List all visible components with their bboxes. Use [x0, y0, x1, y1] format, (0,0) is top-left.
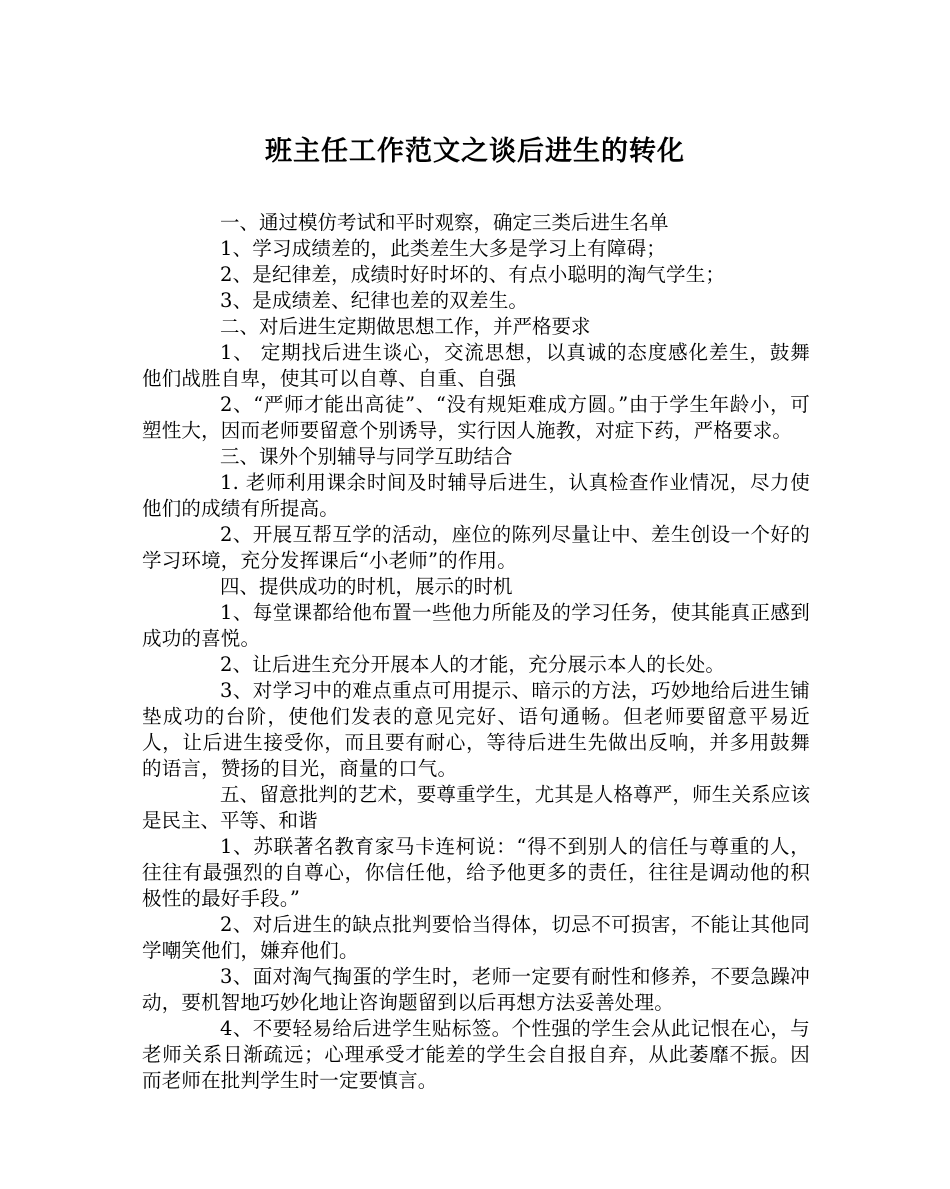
- paragraph-5-4: 4、不要轻易给后进学生贴标签。个性强的学生会从此记恨在心，与老师关系日渐疏远；心理承受才能差的学生会自报自弃，从此萎靡不振。因而老师在批判学生时一定要慎言。: [142, 1017, 810, 1092]
- section-heading-1: 一、通过模仿考试和平时观察，确定三类后进生名单: [220, 211, 669, 234]
- paragraph-1-3: 3、是成绩差、纪律也差的双差生。: [220, 289, 529, 312]
- paragraph-3-1: 1. 老师利用课余时间及时辅导后进生，认真检查作业情况，尽力使他们的成绩有所提高。: [142, 471, 810, 520]
- section-heading-3: 三、课外个别辅导与同学互助结合: [220, 445, 513, 468]
- paragraph-4-2: 2、让后进生充分开展本人的才能，充分展示本人的长处。: [220, 653, 726, 676]
- section-heading-4: 四、提供成功的时机，展示的时机: [220, 575, 513, 598]
- paragraph-4-3: 3、对学习中的难点重点可用提示、暗示的方法，巧妙地给后进生铺垫成功的台阶，使他们发表的意见完好、语句通畅。但老师要留意平易近人，让后进生接受你，而且要有耐心，等待后进生先做出反响，并多用鼓舞的语言，赞扬的目光，商量的口气。: [142, 679, 810, 780]
- paragraph-2-1: 1、 定期找后进生谈心，交流思想，以真诚的态度感化差生，鼓舞他们战胜自卑，使其可以自尊、自重、自强: [142, 341, 810, 390]
- paragraph-1-2: 2、是纪律差，成绩时好时坏的、有点小聪明的淘气学生；: [220, 263, 726, 286]
- paragraph-1-1: 1、学习成绩差的，此类差生大多是学习上有障碍；: [220, 237, 667, 260]
- paragraph-3-2: 2、开展互帮互学的活动，座位的陈列尽量让中、差生创设一个好的学习环境，充分发挥课后“小老师”的作用。: [142, 523, 810, 572]
- document-title: 班主任工作范文之谈后进生的转化: [265, 136, 685, 167]
- document-body: [142, 210, 810, 1094]
- section-heading-5: 五、留意批判的艺术，要尊重学生，尤其是人格尊严，师生关系应该是民主、平等、和谐: [142, 783, 810, 832]
- paragraph-5-2: 2、对后进生的缺点批判要恰当得体，切忌不可损害，不能让其他同学嘲笑他们，嫌弃他们。: [142, 913, 810, 962]
- section-heading-2: 二、对后进生定期做思想工作，并严格要求: [220, 315, 591, 338]
- paragraph-5-3: 3、面对淘气掏蛋的学生时，老师一定要有耐性和修养，不要急躁冲动，要机智地巧妙化地让咨询题留到以后再想方法妥善处理。: [142, 965, 810, 1014]
- paragraph-2-2: 2、“严师才能出高徒”、“没有规矩难成方圆。”由于学生年龄小，可塑性大，因而老师要留意个别诱导，实行因人施教，对症下药，严格要求。: [142, 393, 810, 442]
- paragraph-4-1: 1、每堂课都给他布置一些他力所能及的学习任务，使其能真正感到成功的喜悦。: [142, 601, 810, 650]
- paragraph-5-1: 1、苏联著名教育家马卡连柯说：“得不到别人的信任与尊重的人，往往有最强烈的自尊心，你信任他，给予他更多的责任，往往是调动他的积极性的最好手段。”: [142, 835, 810, 910]
